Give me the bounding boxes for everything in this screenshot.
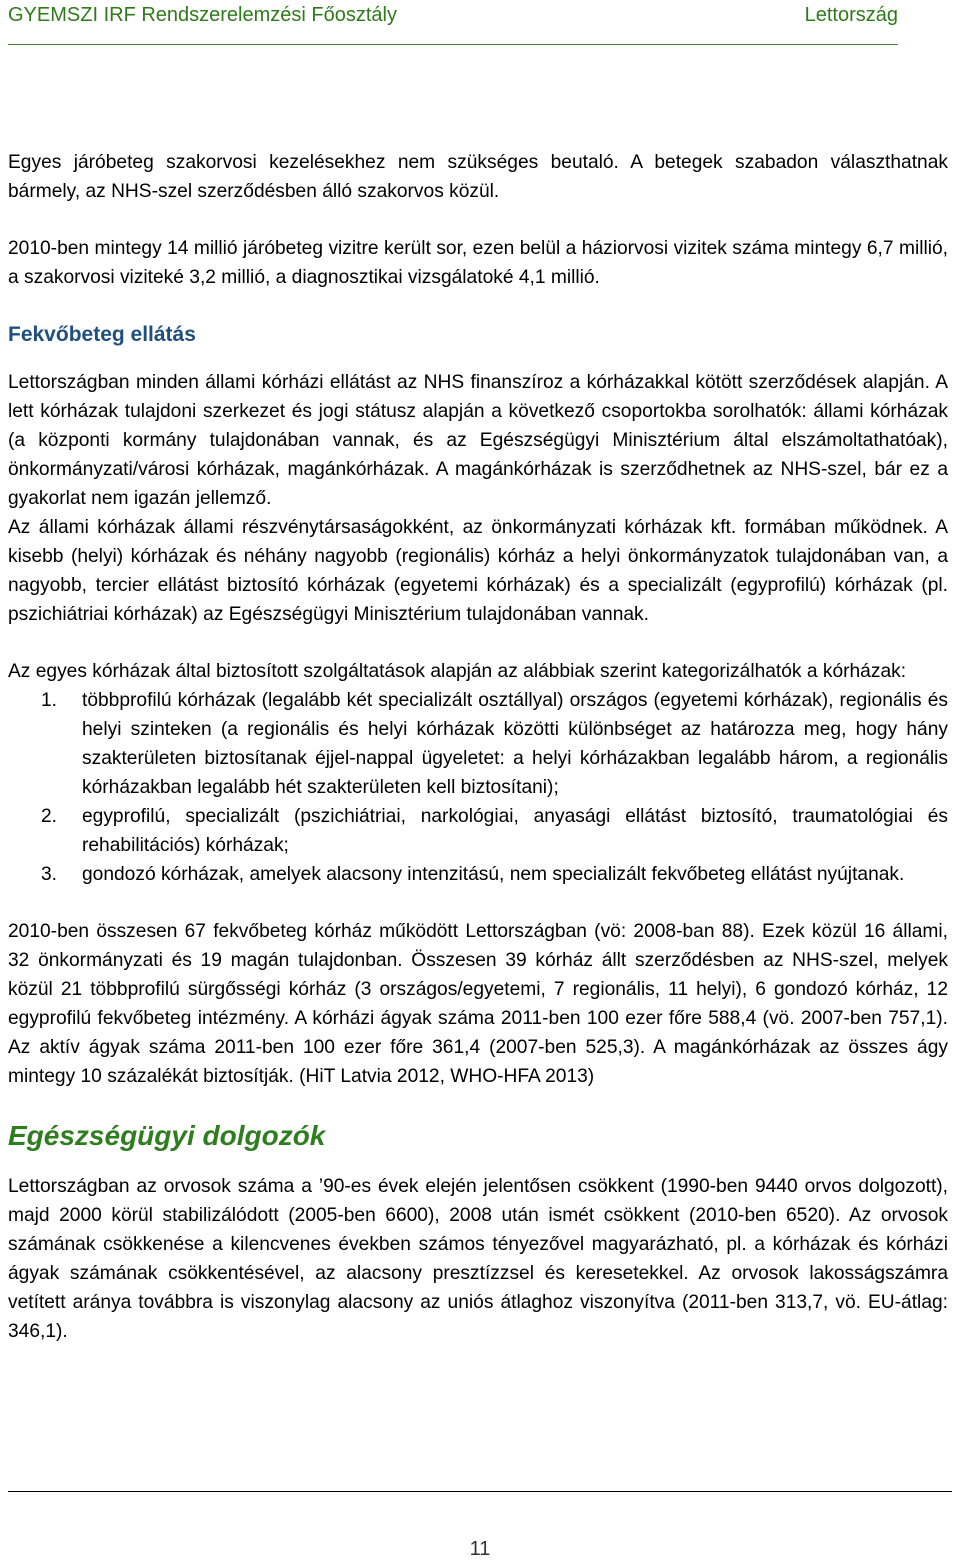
paragraph-referral: Egyes járóbeteg szakorvosi kezelésekhez nem szükséges beutaló. A betegek szabadon választhatnak bármely, az NHS-szel szerződésben álló szakorvos közül. xyxy=(8,152,948,202)
paragraph-physician-numbers: Lettországban az orvosok száma a ’90-es évek elején jelentősen csökkent (1990-ben 9440 orvos dolgozott), majd 2000 körül stabilizálódott (2005-ben 6600), 2008 után ismét csökkent (2010-ben 6520). Az orvosok számának csökkenése a kilencvenes években számos tényezővel magyarázható, pl. a kórházak és kórházi ágyak számának csökkentésével, az alacsony presztízzsel és keresetekkel. Az orvosok lakosságszámra vetített aránya továbbra is viszonylag alacsony az uniós átlaghoz viszonyítva (2011-ben 313,7, vö. EU-átlag: 346,1). xyxy=(8,1176,948,1342)
paragraph-hospital-legal-form: Az állami kórházak állami részvénytársaságokként, az önkormányzati kórházak kft. formában működnek. A kisebb (helyi) kórházak és néhány nagyobb (regionális) kórház a helyi önkormányzatok tulajdonában van, a nagyobb, tercier ellátást biztosító kórházak (egyetemi kórházak) és a specializált (egyprofilú) kórházak (pl. pszichiátriai kórházak) az Egészségügyi Minisztérium tulajdonában vannak. xyxy=(8,517,948,625)
paragraph-outpatient-visits: 2010-ben mintegy 14 millió járóbeteg vizitre került sor, ezen belül a háziorvosi vizitek száma mintegy 6,7 millió, a szakorvosi viziteké 3,2 millió, a diagnosztikai vizsgálatoké 4,1 millió. xyxy=(8,238,948,288)
page-number: 11 xyxy=(469,1538,491,1560)
list-item-text: egyprofilú, specializált (pszichiátriai, narkológiai, anyasági ellátást biztosító, traumatológiai és rehabilitációs) kórházak; xyxy=(82,806,948,856)
paragraph-hospital-statistics: 2010-ben összesen 67 fekvőbeteg kórház működött Lettországban (vö: 2008-ban 88). Ezek közül 16 állami, 32 önkormányzati és 19 magán tulajdonban. Összesen 39 kórház állt szerződésben az NHS-szel, melyek közül 21 többprofilú sürgősségi kórház (3 országos/egyetemi, 7 regionális, 11 helyi), 6 gondozó kórház, 12 egyprofilú fekvőbeteg intézmény. A kórházi ágyak száma 2011-ben 100 ezer főre 588,4 (vö. 2007-ben 757,1). Az aktív ágyak száma 2011-ben 100 ezer főre 361,4 (2007-ben 525,3). A magánkórházak az összes ágy mintegy 10 százalékát biztosítják. (HiT Latvia 2012, WHO-HFA 2013) xyxy=(8,921,948,1087)
subheading-inpatient-care: Fekvőbeteg ellátás xyxy=(8,323,196,346)
list-item-number: 1. xyxy=(41,690,58,711)
list-item xyxy=(8,802,948,860)
list-item-text: többprofilú kórházak (legalább két specializált osztállyal) országos (egyetemi kórházak), regionális és helyi szinteken (a regionális és helyi kórházak közötti különbséget az határozza meg, hogy hány szakterületen biztosítanak éjjel-nappal ügyeletet: a helyi kórházakban legalább három, a regionális kórházakban legalább hét szakterületen kell biztosítani); xyxy=(82,690,948,798)
hospital-category-list xyxy=(8,686,948,889)
paragraph-hospital-ownership: Lettországban minden állami kórházi ellátást az NHS finanszíroz a kórházakkal kötött szerződések alapján. A lett kórházak tulajdoni szerkezet és jogi státusz alapján a következő csoportokba sorolhatók: állami kórházak (a központi kormány tulajdonában vannak, és az Egészségügyi Minisztérium által elszámoltathatóak), önkormányzati/városi kórházak, magánkórházak. A magánkórházak is szerződhetnek az NHS-szel, bár ez a gyakorlat nem igazán jellemző. xyxy=(8,372,948,509)
paragraph-hospital-categories: Az egyes kórházak által biztosított szolgáltatások alapján az alábbiak szerint kategorizálhatók a kórházak: xyxy=(8,661,907,682)
list-item xyxy=(8,686,948,802)
list-item xyxy=(8,860,948,889)
list-item-number: 2. xyxy=(41,806,58,827)
header-country: Lettország xyxy=(804,4,898,26)
page-header xyxy=(8,0,898,45)
list-item-number: 3. xyxy=(41,864,58,885)
header-department: GYEMSZI IRF Rendszerelemzési Főosztály xyxy=(8,4,397,26)
section-heading-health-workforce: Egészségügyi dolgozók xyxy=(8,1120,326,1151)
footer-divider xyxy=(8,1491,952,1492)
list-item-text: gondozó kórházak, amelyek alacsony intenzitású, nem specializált fekvőbeteg ellátást nyújtanak. xyxy=(82,864,905,885)
document-body xyxy=(8,148,948,1346)
